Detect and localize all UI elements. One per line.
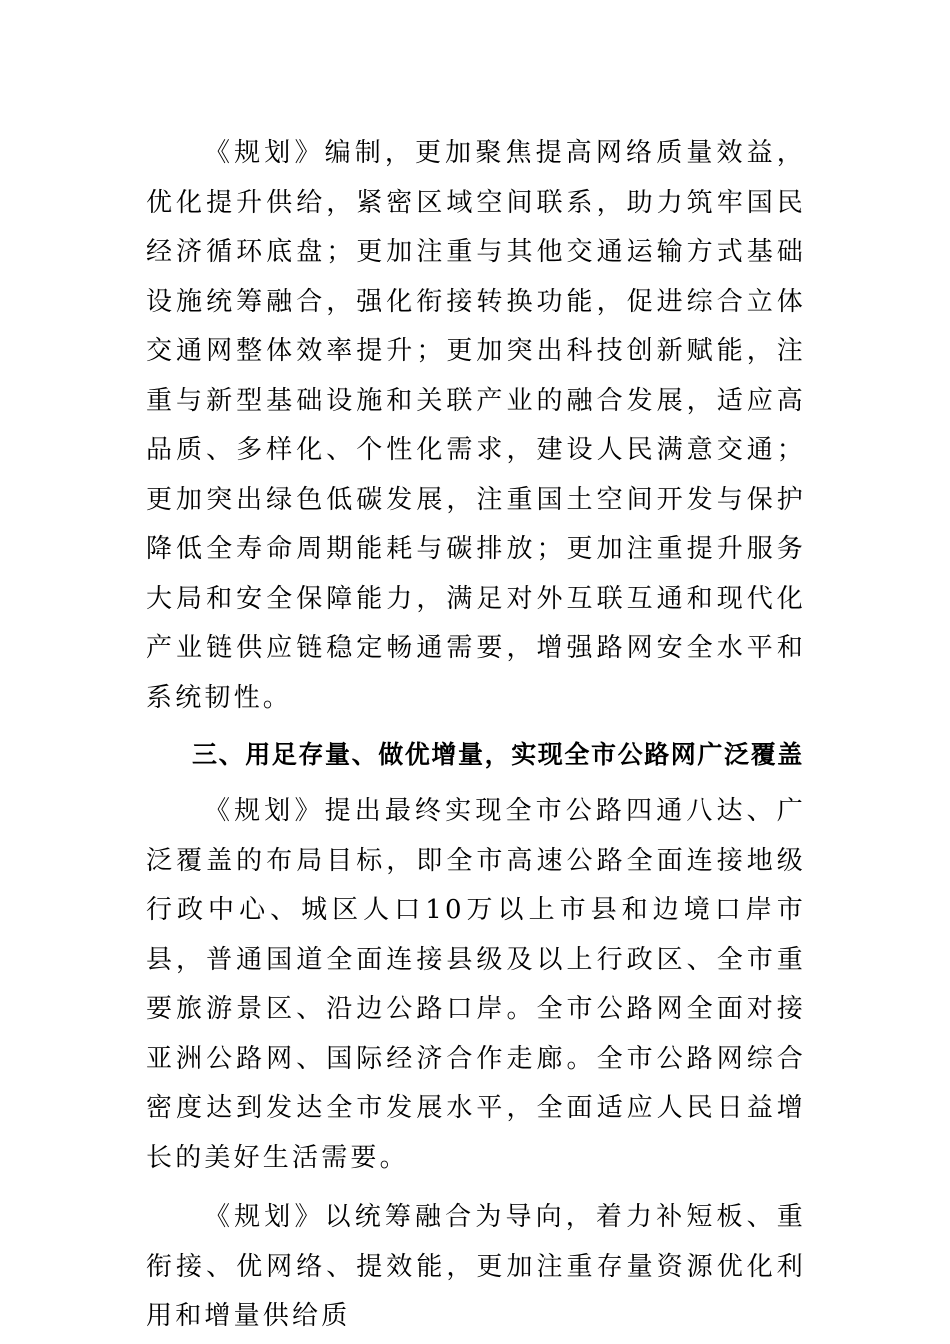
- paragraph-1: 《规划》编制，更加聚焦提高网络质量效益，优化提升供给，紧密区域空间联系，助力筑牢国民经济循环底盘；更加注重与其他交通运输方式基础设施统筹融合，强化衔接转换功能，促进综合立体交通网整体效率提升；更加突出科技创新赋能，注重与新型基础设施和关联产业的融合发展，适应高品质、多样化、个性化需求，建设人民满意交通；更加突出绿色低碳发展，注重国土空间开发与保护降低全寿命周期能耗与碳排放；更加注重提升服务大局和安全保障能力，满足对外互联互通和现代化产业链供应链稳定畅通需要，增强路网安全水平和系统韧性。: [146, 138, 806, 713]
- paragraph-2: 《规划》提出最终实现全市公路四通八达、广泛覆盖的布局目标，即全市高速公路全面连接地级行政中心、城区人口10万以上市县和边境口岸市县，普通国道全面连接县级及以上行政区、全市重要旅游景区、沿边公路口岸。全市公路网全面对接亚洲公路网、国际经济合作走廊。全市公路网综合密度达到发达全市发展水平，全面适应人民日益增长的美好生活需要。: [146, 796, 806, 1173]
- document-body: [146, 129, 806, 1342]
- paragraph-3: 《规划》以统筹融合为导向，着力补短板、重衔接、优网络、提效能，更加注重存量资源优化利用和增量供给质: [146, 1202, 806, 1331]
- section-heading: 三、用足存量、做优增量，实现全市公路网广泛覆盖: [192, 740, 804, 769]
